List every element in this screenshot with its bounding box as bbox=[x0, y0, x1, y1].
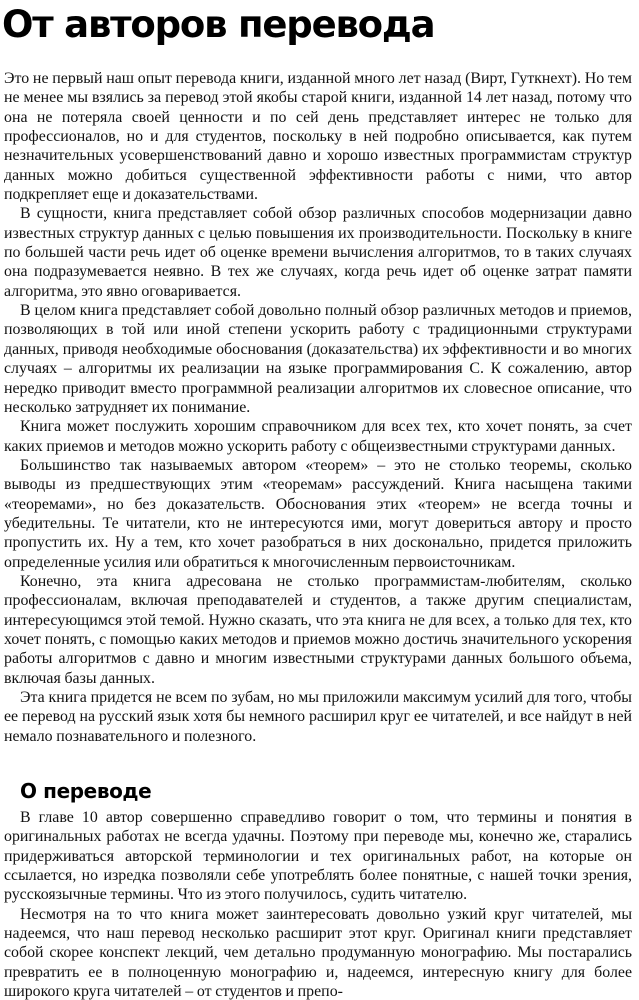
paragraph: Книга может послужить хорошим справочником для всех тех, кто хочет понять, за счет каких приемов и методов можно ускорить работу с общеизвестными структурами данных. bbox=[4, 418, 632, 455]
section-heading: О переводе bbox=[20, 779, 152, 803]
paragraph: В главе 10 автор совершенно справедливо говорит о том, что термины и понятия в оригинальных работах не всегда удачны. Поэтому при переводе мы, конечно же, старались придерживаться авторской терминологии и тех оригинальных работ, на которые он ссылается, но изредка позволяли себе употреблять более понятные, с нашей точки зрения, русскоязычные термины. Что из этого получилось, судить читателю. bbox=[4, 809, 632, 904]
paragraph: В целом книга представляет собой довольно полный обзор различных методов и приемов, позволяющих в той или иной степени ускорить работу с традиционными структурами данных, приводя необходимые обоснования (доказательства) их эффективности и во многих случаях – алгоритмы их реализации на языке программирования C. К сожалению, автор нередко приводит вместо программной реализации алгоритмов их словесное описание, что несколько затрудняет их понимание. bbox=[4, 302, 632, 416]
paragraph: Большинство так называемых автором «теорем» – это не столько теоремы, сколько выводы из предшествующих этим «теоремам» рассуждений. Книга насыщена такими «теоремами», но без доказательств. Обоснования этих «теорем» не всегда точны и убедительны. Те читатели, кто не интересуются ими, могут довериться автору и просто пропустить их. Ну а тем, кто хочет разобраться в них досконально, придется приложить определенные усилия или обратиться к многочисленным первоисточникам. bbox=[4, 456, 632, 571]
translation-section bbox=[4, 808, 632, 1000]
paragraph: Несмотря на то что книга может заинтересовать довольно узкий круг читателей, мы надеемся, что наш перевод несколько расширит этот круг. Оригинал книги представляет собой скорее конспект лекций, чем детально продуманную монографию. Мы постарались превратить ее в полноценную монографию и, надеемся, интересную книгу для более широкого круга читателей – от студентов и препо- bbox=[4, 905, 632, 1000]
intro-section bbox=[4, 69, 632, 746]
paragraph: Конечно, эта книга адресована не столько программистам-любителям, сколько профессионалам, включая преподавателей и студентов, а также другим специалистам, интересующимся этой темой. Нужно сказать, что эта книга не для всех, а только для тех, кто хочет понять, с помощью каких методов и приемов можно достичь значительного ускорения работы алгоритмов с давно и многим известными структурами данных большого объема, включая базы данных. bbox=[4, 572, 632, 687]
page-title: От авторов перевода bbox=[2, 3, 435, 46]
paragraph: Это не первый наш опыт перевода книги, изданной много лет назад (Вирт, Гуткнехт). Но тем не менее мы взялись за перевод этой якобы старой книги, изданной 14 лет назад, потому что она не потеряла своей ценности и по сей день представляет интерес не только для профессионалов, но и для студентов, поскольку в ней подробно описывается, как путем незначительных усовершенствований давно и хорошо известных программистам структур данных можно добиться существенной эффективности работы с ними, что автор подкрепляет еще и доказательствами. bbox=[4, 70, 632, 204]
paragraph: Эта книга придется не всем по зубам, но мы приложили максимум усилий для того, чтобы ее перевод на русский язык хотя бы немного расширил круг ее читателей, и все найдут в ней немало познавательного и полезного. bbox=[4, 689, 632, 745]
paragraph: В сущности, книга представляет собой обзор различных способов модернизации давно известных структур данных с целью повышения их производительности. Поскольку в книге по большей части речь идет об оценке времени вычисления алгоритмов, то в таких случаях она подразумевается неявно. В тех же случаях, когда речь идет об оценке затрат памяти алгоритма, это явно оговаривается. bbox=[4, 205, 632, 300]
